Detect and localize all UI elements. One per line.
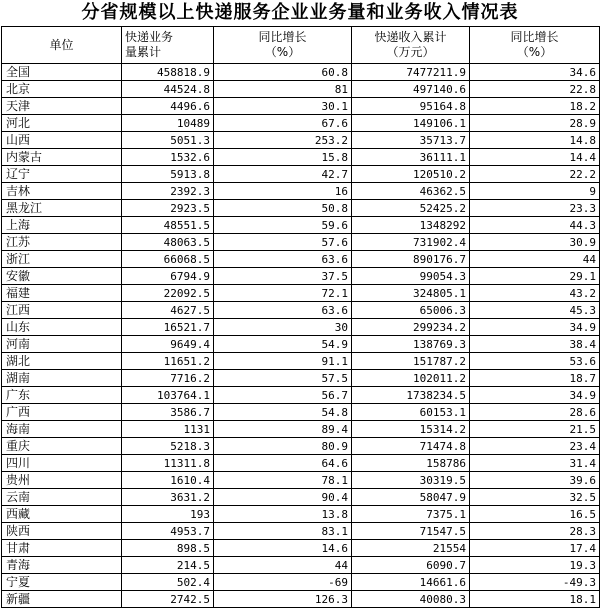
- volume-cell: 16521.7: [122, 319, 214, 336]
- revenue-cell: 731902.4: [352, 234, 470, 251]
- region-cell: 河北: [2, 115, 122, 132]
- volume-growth-cell: 63.6: [214, 302, 352, 319]
- volume-growth-cell: 72.1: [214, 285, 352, 302]
- header-revenue-growth-line1: 同比增长: [510, 30, 559, 44]
- region-cell: 全国: [2, 64, 122, 81]
- region-cell: 四川: [2, 455, 122, 472]
- revenue-growth-cell: 43.2: [470, 285, 600, 302]
- volume-growth-cell: 54.8: [214, 404, 352, 421]
- revenue-growth-cell: 22.8: [470, 81, 600, 98]
- revenue-growth-cell: -49.3: [470, 574, 600, 591]
- revenue-growth-cell: 17.4: [470, 540, 600, 557]
- revenue-growth-cell: 14.8: [470, 132, 600, 149]
- region-cell: 重庆: [2, 438, 122, 455]
- volume-growth-cell: 56.7: [214, 387, 352, 404]
- revenue-growth-cell: 28.9: [470, 115, 600, 132]
- volume-growth-cell: -69: [214, 574, 352, 591]
- revenue-cell: 890176.7: [352, 251, 470, 268]
- region-cell: 贵州: [2, 472, 122, 489]
- volume-growth-cell: 59.6: [214, 217, 352, 234]
- table-row: [2, 489, 600, 506]
- revenue-cell: 99054.3: [352, 268, 470, 285]
- header-volume-growth-line1: 同比增长: [258, 30, 307, 44]
- region-cell: 湖北: [2, 353, 122, 370]
- table-row: [2, 353, 600, 370]
- revenue-cell: 65006.3: [352, 302, 470, 319]
- volume-growth-cell: 80.9: [214, 438, 352, 455]
- table-row: [2, 336, 600, 353]
- revenue-growth-cell: 44: [470, 251, 600, 268]
- table-row: [2, 455, 600, 472]
- volume-cell: 9649.4: [122, 336, 214, 353]
- revenue-growth-cell: 28.6: [470, 404, 600, 421]
- volume-cell: 1131: [122, 421, 214, 438]
- volume-cell: 193: [122, 506, 214, 523]
- volume-growth-cell: 42.7: [214, 166, 352, 183]
- region-cell: 福建: [2, 285, 122, 302]
- table-row: [2, 183, 600, 200]
- volume-cell: 2392.3: [122, 183, 214, 200]
- volume-growth-cell: 44: [214, 557, 352, 574]
- volume-growth-cell: 14.6: [214, 540, 352, 557]
- volume-cell: 5051.3: [122, 132, 214, 149]
- revenue-growth-cell: 23.3: [470, 200, 600, 217]
- volume-growth-cell: 89.4: [214, 421, 352, 438]
- revenue-cell: 36111.1: [352, 149, 470, 166]
- volume-growth-cell: 126.3: [214, 591, 352, 608]
- volume-cell: 4627.5: [122, 302, 214, 319]
- revenue-growth-cell: 34.9: [470, 319, 600, 336]
- volume-cell: 48063.5: [122, 234, 214, 251]
- table-row: [2, 64, 600, 81]
- volume-growth-cell: 63.6: [214, 251, 352, 268]
- region-cell: 山东: [2, 319, 122, 336]
- table-row: [2, 251, 600, 268]
- table-row: [2, 200, 600, 217]
- volume-growth-cell: 64.6: [214, 455, 352, 472]
- volume-cell: 898.5: [122, 540, 214, 557]
- header-row: [2, 27, 600, 64]
- region-cell: 宁夏: [2, 574, 122, 591]
- revenue-cell: 52425.2: [352, 200, 470, 217]
- volume-growth-cell: 91.1: [214, 353, 352, 370]
- header-revenue-growth-line2: （%）: [516, 45, 553, 59]
- volume-cell: 3586.7: [122, 404, 214, 421]
- header-volume: [122, 27, 214, 64]
- volume-cell: 66068.5: [122, 251, 214, 268]
- table-row: [2, 370, 600, 387]
- revenue-growth-cell: 31.4: [470, 455, 600, 472]
- volume-growth-cell: 37.5: [214, 268, 352, 285]
- header-region: 单位: [2, 27, 122, 64]
- volume-growth-cell: 16: [214, 183, 352, 200]
- revenue-growth-cell: 28.3: [470, 523, 600, 540]
- revenue-cell: 95164.8: [352, 98, 470, 115]
- revenue-growth-cell: 22.2: [470, 166, 600, 183]
- volume-growth-cell: 60.8: [214, 64, 352, 81]
- revenue-cell: 30319.5: [352, 472, 470, 489]
- revenue-cell: 14661.6: [352, 574, 470, 591]
- revenue-cell: 151787.2: [352, 353, 470, 370]
- header-revenue: [352, 27, 470, 64]
- table-row: [2, 557, 600, 574]
- table-row: [2, 268, 600, 285]
- revenue-cell: 1738234.5: [352, 387, 470, 404]
- volume-growth-cell: 54.9: [214, 336, 352, 353]
- header-volume-growth: [214, 27, 352, 64]
- volume-cell: 3631.2: [122, 489, 214, 506]
- region-cell: 新疆: [2, 591, 122, 608]
- revenue-growth-cell: 45.3: [470, 302, 600, 319]
- region-cell: 浙江: [2, 251, 122, 268]
- header-volume-line1: 快递业务: [125, 30, 174, 44]
- header-revenue-growth: [470, 27, 600, 64]
- revenue-cell: 299234.2: [352, 319, 470, 336]
- revenue-growth-cell: 32.5: [470, 489, 600, 506]
- revenue-cell: 120510.2: [352, 166, 470, 183]
- revenue-growth-cell: 16.5: [470, 506, 600, 523]
- volume-cell: 11311.8: [122, 455, 214, 472]
- revenue-cell: 40080.3: [352, 591, 470, 608]
- volume-cell: 4953.7: [122, 523, 214, 540]
- revenue-growth-cell: 9: [470, 183, 600, 200]
- region-cell: 江苏: [2, 234, 122, 251]
- volume-growth-cell: 81: [214, 81, 352, 98]
- volume-growth-cell: 57.6: [214, 234, 352, 251]
- region-cell: 山西: [2, 132, 122, 149]
- volume-cell: 5218.3: [122, 438, 214, 455]
- volume-cell: 5913.8: [122, 166, 214, 183]
- revenue-cell: 58047.9: [352, 489, 470, 506]
- volume-cell: 4496.6: [122, 98, 214, 115]
- revenue-growth-cell: 18.2: [470, 98, 600, 115]
- region-cell: 海南: [2, 421, 122, 438]
- table-row: [2, 404, 600, 421]
- volume-cell: 7716.2: [122, 370, 214, 387]
- volume-growth-cell: 67.6: [214, 115, 352, 132]
- table-row: [2, 319, 600, 336]
- revenue-cell: 324805.1: [352, 285, 470, 302]
- region-cell: 安徽: [2, 268, 122, 285]
- table-row: [2, 81, 600, 98]
- table-row: [2, 149, 600, 166]
- region-cell: 北京: [2, 81, 122, 98]
- revenue-cell: 21554: [352, 540, 470, 557]
- volume-cell: 2742.5: [122, 591, 214, 608]
- region-cell: 甘肃: [2, 540, 122, 557]
- revenue-growth-cell: 53.6: [470, 353, 600, 370]
- region-cell: 江西: [2, 302, 122, 319]
- table-row: [2, 438, 600, 455]
- volume-cell: 458818.9: [122, 64, 214, 81]
- revenue-cell: 7477211.9: [352, 64, 470, 81]
- revenue-growth-cell: 38.4: [470, 336, 600, 353]
- volume-growth-cell: 90.4: [214, 489, 352, 506]
- volume-cell: 6794.9: [122, 268, 214, 285]
- region-cell: 陕西: [2, 523, 122, 540]
- revenue-cell: 6090.7: [352, 557, 470, 574]
- table-row: [2, 132, 600, 149]
- table-row: [2, 166, 600, 183]
- region-cell: 黑龙江: [2, 200, 122, 217]
- revenue-cell: 1348292: [352, 217, 470, 234]
- table-row: [2, 540, 600, 557]
- region-cell: 河南: [2, 336, 122, 353]
- volume-growth-cell: 57.5: [214, 370, 352, 387]
- table-row: [2, 217, 600, 234]
- volume-growth-cell: 253.2: [214, 132, 352, 149]
- revenue-growth-cell: 23.4: [470, 438, 600, 455]
- revenue-growth-cell: 19.3: [470, 557, 600, 574]
- revenue-growth-cell: 34.6: [470, 64, 600, 81]
- revenue-cell: 60153.1: [352, 404, 470, 421]
- header-revenue-line1: 快递收入累计: [374, 30, 447, 44]
- volume-growth-cell: 13.8: [214, 506, 352, 523]
- header-volume-growth-line2: （%）: [264, 45, 301, 59]
- volume-cell: 11651.2: [122, 353, 214, 370]
- table-row: [2, 506, 600, 523]
- data-table: [1, 26, 600, 608]
- table-row: [2, 302, 600, 319]
- revenue-growth-cell: 39.6: [470, 472, 600, 489]
- volume-cell: 2923.5: [122, 200, 214, 217]
- region-cell: 西藏: [2, 506, 122, 523]
- volume-cell: 44524.8: [122, 81, 214, 98]
- volume-growth-cell: 15.8: [214, 149, 352, 166]
- volume-cell: 10489: [122, 115, 214, 132]
- volume-cell: 103764.1: [122, 387, 214, 404]
- revenue-cell: 71547.5: [352, 523, 470, 540]
- revenue-cell: 158786: [352, 455, 470, 472]
- region-cell: 辽宁: [2, 166, 122, 183]
- revenue-cell: 149106.1: [352, 115, 470, 132]
- region-cell: 云南: [2, 489, 122, 506]
- revenue-growth-cell: 30.9: [470, 234, 600, 251]
- region-cell: 广西: [2, 404, 122, 421]
- region-cell: 吉林: [2, 183, 122, 200]
- volume-growth-cell: 30.1: [214, 98, 352, 115]
- revenue-growth-cell: 34.9: [470, 387, 600, 404]
- region-cell: 湖南: [2, 370, 122, 387]
- table-row: [2, 98, 600, 115]
- table-row: [2, 472, 600, 489]
- revenue-growth-cell: 18.1: [470, 591, 600, 608]
- revenue-growth-cell: 14.4: [470, 149, 600, 166]
- volume-growth-cell: 78.1: [214, 472, 352, 489]
- revenue-cell: 15314.2: [352, 421, 470, 438]
- revenue-cell: 35713.7: [352, 132, 470, 149]
- volume-growth-cell: 50.8: [214, 200, 352, 217]
- region-cell: 天津: [2, 98, 122, 115]
- revenue-cell: 7375.1: [352, 506, 470, 523]
- region-cell: 青海: [2, 557, 122, 574]
- revenue-growth-cell: 29.1: [470, 268, 600, 285]
- header-volume-line2: 量累计: [125, 45, 162, 59]
- table-row: [2, 285, 600, 302]
- volume-cell: 22092.5: [122, 285, 214, 302]
- header-revenue-line2: （万元）: [386, 45, 435, 59]
- revenue-cell: 102011.2: [352, 370, 470, 387]
- region-cell: 内蒙古: [2, 149, 122, 166]
- revenue-cell: 71474.8: [352, 438, 470, 455]
- table-row: [2, 591, 600, 608]
- volume-cell: 502.4: [122, 574, 214, 591]
- volume-growth-cell: 83.1: [214, 523, 352, 540]
- revenue-growth-cell: 18.7: [470, 370, 600, 387]
- volume-growth-cell: 30: [214, 319, 352, 336]
- revenue-cell: 497140.6: [352, 81, 470, 98]
- volume-cell: 1610.4: [122, 472, 214, 489]
- table-row: [2, 115, 600, 132]
- volume-cell: 1532.6: [122, 149, 214, 166]
- revenue-cell: 46362.5: [352, 183, 470, 200]
- table-row: [2, 387, 600, 404]
- volume-cell: 48551.5: [122, 217, 214, 234]
- region-cell: 上海: [2, 217, 122, 234]
- table-row: [2, 421, 600, 438]
- revenue-growth-cell: 44.3: [470, 217, 600, 234]
- volume-cell: 214.5: [122, 557, 214, 574]
- table-row: [2, 523, 600, 540]
- region-cell: 广东: [2, 387, 122, 404]
- table-row: [2, 234, 600, 251]
- table-title: 分省规模以上快递服务企业业务量和业务收入情况表: [81, 2, 519, 23]
- revenue-growth-cell: 21.5: [470, 421, 600, 438]
- table-row: [2, 574, 600, 591]
- revenue-cell: 138769.3: [352, 336, 470, 353]
